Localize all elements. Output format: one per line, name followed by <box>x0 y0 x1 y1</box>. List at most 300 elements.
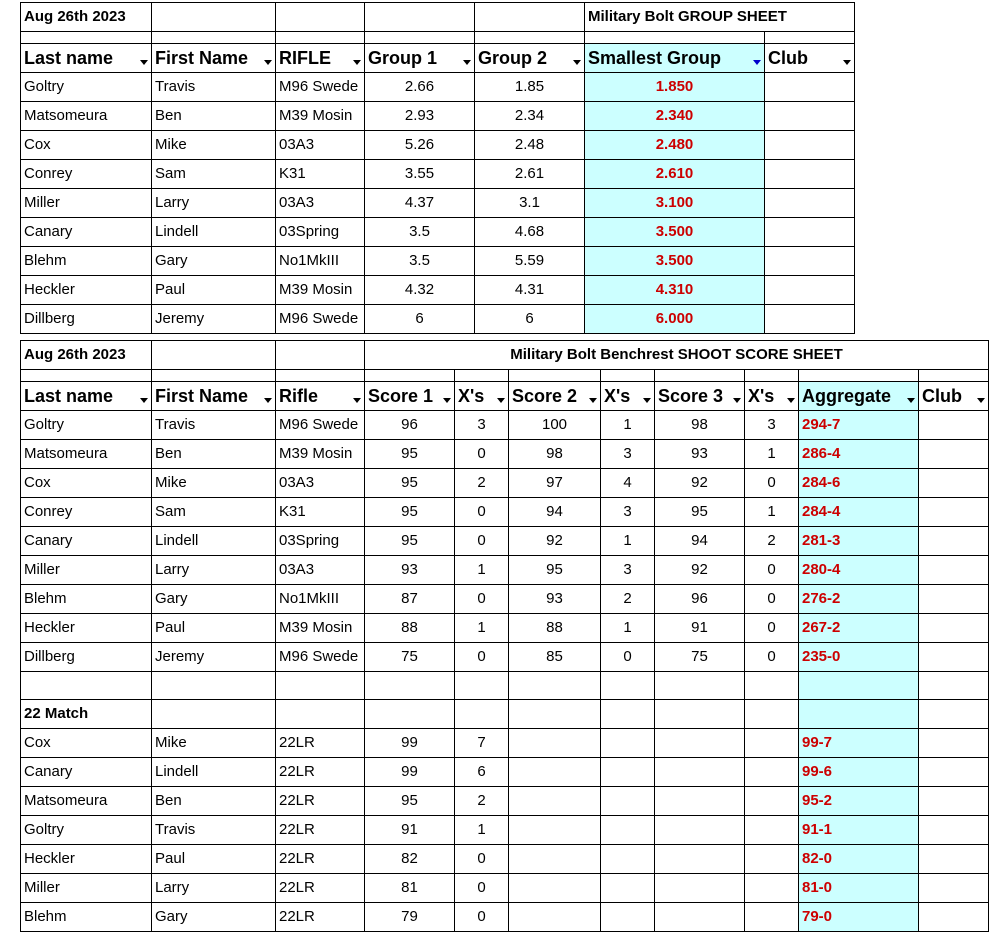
score-cell <box>919 411 989 440</box>
score-cell <box>919 614 989 643</box>
score-cell <box>601 903 655 932</box>
score-cell: 22LR <box>276 758 365 787</box>
score-cell: Heckler <box>21 614 152 643</box>
empty-cell <box>745 672 799 700</box>
group-cell <box>765 276 855 305</box>
group-cell: Lindell <box>152 218 276 247</box>
score-cell <box>745 845 799 874</box>
score-cell: 95 <box>509 556 601 585</box>
group-column-header[interactable]: Group 2 <box>475 44 585 73</box>
score-cell: 0 <box>455 903 509 932</box>
score-cell: 2 <box>455 469 509 498</box>
empty-cell <box>509 672 601 700</box>
match22-table-row <box>21 758 989 787</box>
match22-table-row <box>21 816 989 845</box>
group-cell: 6 <box>475 305 585 334</box>
score-cell <box>601 874 655 903</box>
group-title-row <box>21 3 855 32</box>
group-table-row <box>21 247 855 276</box>
score-sheet-title: Military Bolt Benchrest SHOOT SCORE SHEET <box>365 341 989 370</box>
score-cell: Sam <box>152 498 276 527</box>
group-cell: 3.5 <box>365 247 475 276</box>
score-cell: Mike <box>152 729 276 758</box>
group-cell: 4.310 <box>585 276 765 305</box>
group-cell: 2.48 <box>475 131 585 160</box>
score-cell <box>919 527 989 556</box>
score-cell: Goltry <box>21 411 152 440</box>
score-cell: 235-0 <box>799 643 919 672</box>
group-cell <box>765 102 855 131</box>
score-cell <box>919 469 989 498</box>
group-column-header[interactable]: Smallest Group <box>585 44 765 73</box>
group-cell: Miller <box>21 189 152 218</box>
score-cell: 95 <box>365 469 455 498</box>
score-cell: No1MkIII <box>276 585 365 614</box>
score-cell: 92 <box>655 556 745 585</box>
score-cell: Dillberg <box>21 643 152 672</box>
group-cell: Cox <box>21 131 152 160</box>
group-cell: 6.000 <box>585 305 765 334</box>
score-header-row <box>21 382 989 411</box>
filter-dropdown-icon[interactable] <box>353 398 361 403</box>
score-cell: Miller <box>21 874 152 903</box>
score-cell: 0 <box>455 585 509 614</box>
score-cell <box>601 845 655 874</box>
score-cell: Paul <box>152 614 276 643</box>
empty-cell <box>655 700 745 729</box>
group-cell: Conrey <box>21 160 152 189</box>
score-cell: 91 <box>365 816 455 845</box>
score-cell: 2 <box>601 585 655 614</box>
score-cell <box>509 758 601 787</box>
score-column-header[interactable]: Rifle <box>276 382 365 411</box>
group-cell: M39 Mosin <box>276 102 365 131</box>
score-table-row <box>21 440 989 469</box>
group-cell: Goltry <box>21 73 152 102</box>
filter-dropdown-icon[interactable] <box>589 398 597 403</box>
group-column-header[interactable]: Last name <box>21 44 152 73</box>
filter-dropdown-icon[interactable] <box>463 60 471 65</box>
score-cell: Cox <box>21 469 152 498</box>
group-cell: M96 Swede <box>276 305 365 334</box>
score-cell: Lindell <box>152 758 276 787</box>
score-cell: Larry <box>152 874 276 903</box>
score-cell: 95 <box>365 440 455 469</box>
empty-cell <box>21 672 152 700</box>
score-table-row <box>21 556 989 585</box>
empty-cell <box>152 700 276 729</box>
group-sheet-title: Military Bolt GROUP SHEET <box>585 3 855 32</box>
group-cell: Canary <box>21 218 152 247</box>
score-cell: 22LR <box>276 903 365 932</box>
group-sheet-date: Aug 26th 2023 <box>21 3 152 32</box>
score-cell: 91 <box>655 614 745 643</box>
score-cell: 81 <box>365 874 455 903</box>
score-cell: 3 <box>455 411 509 440</box>
match22-table-row <box>21 903 989 932</box>
score-cell: 281-3 <box>799 527 919 556</box>
group-table-row <box>21 218 855 247</box>
score-cell: 03A3 <box>276 556 365 585</box>
group-cell: 6 <box>365 305 475 334</box>
filter-dropdown-icon[interactable] <box>753 60 761 65</box>
score-cell: 284-4 <box>799 498 919 527</box>
score-cell: 99 <box>365 758 455 787</box>
score-cell <box>745 729 799 758</box>
group-cell: 4.31 <box>475 276 585 305</box>
score-column-header[interactable]: Score 3 <box>655 382 745 411</box>
score-cell: 1 <box>455 614 509 643</box>
score-cell: Ben <box>152 787 276 816</box>
group-cell: M96 Swede <box>276 73 365 102</box>
score-sheet-table <box>20 340 989 932</box>
score-cell <box>919 816 989 845</box>
score-cell: 99-7 <box>799 729 919 758</box>
match22-table-row <box>21 729 989 758</box>
group-cell: 3.100 <box>585 189 765 218</box>
group-cell <box>765 305 855 334</box>
group-cell: 3.500 <box>585 218 765 247</box>
score-cell: 2 <box>455 787 509 816</box>
score-cell: 88 <box>365 614 455 643</box>
score-cell: 22LR <box>276 729 365 758</box>
group-cell: 4.68 <box>475 218 585 247</box>
score-cell: 95 <box>365 498 455 527</box>
score-cell: 96 <box>655 585 745 614</box>
score-table-row <box>21 411 989 440</box>
score-cell <box>919 498 989 527</box>
score-cell: 3 <box>601 440 655 469</box>
score-cell: Larry <box>152 556 276 585</box>
group-table-row <box>21 305 855 334</box>
score-cell <box>509 729 601 758</box>
group-cell: 2.610 <box>585 160 765 189</box>
group-column-header[interactable]: RIFLE <box>276 44 365 73</box>
score-cell: 0 <box>745 585 799 614</box>
empty-cell <box>509 700 601 729</box>
group-sheet-table <box>20 2 855 334</box>
group-cell: 4.37 <box>365 189 475 218</box>
group-cell: Blehm <box>21 247 152 276</box>
score-cell: Jeremy <box>152 643 276 672</box>
score-cell: Lindell <box>152 527 276 556</box>
group-cell <box>765 247 855 276</box>
score-cell <box>919 874 989 903</box>
group-cell: Jeremy <box>152 305 276 334</box>
score-cell <box>509 903 601 932</box>
score-cell: 3 <box>745 411 799 440</box>
score-cell: 93 <box>509 585 601 614</box>
score-cell <box>655 874 745 903</box>
group-cell: Travis <box>152 73 276 102</box>
score-cell <box>919 729 989 758</box>
score-cell: 3 <box>601 556 655 585</box>
score-cell: 0 <box>455 527 509 556</box>
blank-row <box>21 672 989 700</box>
score-cell: Ben <box>152 440 276 469</box>
group-cell: 2.93 <box>365 102 475 131</box>
filter-dropdown-icon[interactable] <box>353 60 361 65</box>
group-cell: 2.34 <box>475 102 585 131</box>
group-cell: M39 Mosin <box>276 276 365 305</box>
score-cell <box>919 758 989 787</box>
empty-cell <box>365 700 455 729</box>
group-cell <box>765 131 855 160</box>
score-cell: 92 <box>509 527 601 556</box>
match22-table-row <box>21 874 989 903</box>
group-cell: Mike <box>152 131 276 160</box>
score-cell: 94 <box>509 498 601 527</box>
score-cell: 0 <box>455 845 509 874</box>
group-cell <box>765 218 855 247</box>
score-cell: 1 <box>601 411 655 440</box>
group-cell: Paul <box>152 276 276 305</box>
score-cell: Canary <box>21 758 152 787</box>
score-table-row <box>21 498 989 527</box>
score-cell: Gary <box>152 903 276 932</box>
group-cell <box>765 160 855 189</box>
group-cell: Sam <box>152 160 276 189</box>
group-cell: 3.55 <box>365 160 475 189</box>
filter-dropdown-icon[interactable] <box>264 60 272 65</box>
score-cell: Conrey <box>21 498 152 527</box>
group-cell: 03Spring <box>276 218 365 247</box>
score-cell: 286-4 <box>799 440 919 469</box>
score-cell: 0 <box>455 874 509 903</box>
group-cell: Gary <box>152 247 276 276</box>
score-cell: 75 <box>655 643 745 672</box>
filter-dropdown-icon[interactable] <box>733 398 741 403</box>
filter-dropdown-icon[interactable] <box>787 398 795 403</box>
filter-dropdown-icon[interactable] <box>573 60 581 65</box>
score-table-row <box>21 527 989 556</box>
filter-dropdown-icon[interactable] <box>264 398 272 403</box>
filter-dropdown-icon[interactable] <box>907 398 915 403</box>
score-cell: 97 <box>509 469 601 498</box>
group-table-row <box>21 160 855 189</box>
score-cell: 267-2 <box>799 614 919 643</box>
score-cell: 82 <box>365 845 455 874</box>
score-cell: 81-0 <box>799 874 919 903</box>
score-cell: Blehm <box>21 585 152 614</box>
group-cell: 5.59 <box>475 247 585 276</box>
group-column-header[interactable]: First Name <box>152 44 276 73</box>
group-cell: Ben <box>152 102 276 131</box>
score-cell: 98 <box>509 440 601 469</box>
score-cell: M39 Mosin <box>276 440 365 469</box>
group-cell: 5.26 <box>365 131 475 160</box>
group-table-row <box>21 102 855 131</box>
score-cell: 87 <box>365 585 455 614</box>
score-cell: Travis <box>152 816 276 845</box>
score-cell <box>655 758 745 787</box>
section-title: 22 Match <box>21 700 152 729</box>
score-cell: 284-6 <box>799 469 919 498</box>
empty-cell <box>655 672 745 700</box>
score-cell <box>601 729 655 758</box>
filter-dropdown-icon[interactable] <box>140 60 148 65</box>
section-title-row <box>21 700 989 729</box>
score-cell <box>655 903 745 932</box>
group-table-row <box>21 189 855 218</box>
score-column-header[interactable]: X's <box>601 382 655 411</box>
score-cell <box>919 556 989 585</box>
score-column-header[interactable]: Last name <box>21 382 152 411</box>
score-cell: 94 <box>655 527 745 556</box>
score-cell: M96 Swede <box>276 643 365 672</box>
group-cell: 3.1 <box>475 189 585 218</box>
score-table-row <box>21 585 989 614</box>
group-table-row <box>21 73 855 102</box>
score-column-header[interactable]: Score 1 <box>365 382 455 411</box>
score-cell: 95 <box>365 527 455 556</box>
score-cell <box>745 787 799 816</box>
score-cell: 1 <box>601 614 655 643</box>
score-cell <box>919 643 989 672</box>
empty-cell <box>276 700 365 729</box>
score-cell: 96 <box>365 411 455 440</box>
score-cell: 1 <box>455 816 509 845</box>
filter-dropdown-icon[interactable] <box>643 398 651 403</box>
score-cell: 22LR <box>276 787 365 816</box>
score-cell: 22LR <box>276 816 365 845</box>
group-cell: 03A3 <box>276 189 365 218</box>
score-cell <box>509 787 601 816</box>
score-cell <box>509 845 601 874</box>
score-cell: 0 <box>745 614 799 643</box>
score-cell: 03A3 <box>276 469 365 498</box>
score-cell: 2 <box>745 527 799 556</box>
empty-cell <box>601 700 655 729</box>
score-cell: 95 <box>655 498 745 527</box>
score-cell: Canary <box>21 527 152 556</box>
score-cell <box>745 758 799 787</box>
score-cell: 91-1 <box>799 816 919 845</box>
group-cell: 2.480 <box>585 131 765 160</box>
empty-cell <box>799 672 919 700</box>
score-cell <box>655 816 745 845</box>
score-cell <box>509 874 601 903</box>
score-cell <box>919 440 989 469</box>
score-table-row <box>21 469 989 498</box>
filter-dropdown-icon[interactable] <box>443 398 451 403</box>
group-cell: Larry <box>152 189 276 218</box>
group-cell: 1.850 <box>585 73 765 102</box>
score-cell: 88 <box>509 614 601 643</box>
score-cell: 1 <box>745 498 799 527</box>
score-cell: 0 <box>455 498 509 527</box>
score-column-header[interactable]: Score 2 <box>509 382 601 411</box>
group-column-header[interactable]: Club <box>765 44 855 73</box>
score-cell: 85 <box>509 643 601 672</box>
score-sheet-date: Aug 26th 2023 <box>21 341 152 370</box>
score-column-header[interactable]: X's <box>455 382 509 411</box>
group-column-header[interactable]: Group 1 <box>365 44 475 73</box>
group-table-row <box>21 276 855 305</box>
match22-table-row <box>21 845 989 874</box>
group-header-row <box>21 44 855 73</box>
score-cell: 93 <box>655 440 745 469</box>
group-cell: Heckler <box>21 276 152 305</box>
score-cell: 280-4 <box>799 556 919 585</box>
score-cell: 3 <box>601 498 655 527</box>
score-cell <box>601 816 655 845</box>
score-cell: 92 <box>655 469 745 498</box>
score-cell <box>745 874 799 903</box>
score-cell: Matsomeura <box>21 787 152 816</box>
group-cell: 3.5 <box>365 218 475 247</box>
score-cell: 0 <box>601 643 655 672</box>
score-column-header[interactable]: Club <box>919 382 989 411</box>
score-cell: Mike <box>152 469 276 498</box>
score-cell <box>919 787 989 816</box>
score-cell: 0 <box>745 556 799 585</box>
score-cell <box>919 845 989 874</box>
filter-dropdown-icon[interactable] <box>843 60 851 65</box>
score-cell: 93 <box>365 556 455 585</box>
score-cell: 100 <box>509 411 601 440</box>
group-cell: Matsomeura <box>21 102 152 131</box>
score-cell: M96 Swede <box>276 411 365 440</box>
score-cell: Heckler <box>21 845 152 874</box>
group-cell: No1MkIII <box>276 247 365 276</box>
filter-dropdown-icon[interactable] <box>977 398 985 403</box>
score-cell: Paul <box>152 845 276 874</box>
empty-cell <box>455 700 509 729</box>
score-cell: 1 <box>455 556 509 585</box>
group-cell: 2.66 <box>365 73 475 102</box>
group-cell: 03A3 <box>276 131 365 160</box>
empty-cell <box>601 672 655 700</box>
group-cell: 2.340 <box>585 102 765 131</box>
score-cell <box>745 903 799 932</box>
filter-dropdown-icon[interactable] <box>140 398 148 403</box>
score-cell: 98 <box>655 411 745 440</box>
score-cell: 99-6 <box>799 758 919 787</box>
score-cell <box>655 845 745 874</box>
score-cell <box>919 585 989 614</box>
score-cell: 1 <box>745 440 799 469</box>
score-cell: Miller <box>21 556 152 585</box>
score-cell <box>655 787 745 816</box>
score-cell: 95-2 <box>799 787 919 816</box>
score-cell: 0 <box>455 440 509 469</box>
score-cell <box>745 816 799 845</box>
score-column-header[interactable]: X's <box>745 382 799 411</box>
filter-dropdown-icon[interactable] <box>497 398 505 403</box>
empty-cell <box>152 672 276 700</box>
score-column-header[interactable]: First Name <box>152 382 276 411</box>
score-cell: Travis <box>152 411 276 440</box>
score-cell <box>919 903 989 932</box>
group-cell <box>765 73 855 102</box>
score-cell: 0 <box>455 643 509 672</box>
score-cell: 99 <box>365 729 455 758</box>
score-cell: 6 <box>455 758 509 787</box>
score-cell: M39 Mosin <box>276 614 365 643</box>
score-cell: Matsomeura <box>21 440 152 469</box>
score-cell: 79 <box>365 903 455 932</box>
score-cell: 0 <box>745 469 799 498</box>
score-cell: 95 <box>365 787 455 816</box>
group-cell: 2.61 <box>475 160 585 189</box>
score-cell: 79-0 <box>799 903 919 932</box>
score-cell: 03Spring <box>276 527 365 556</box>
score-column-header[interactable]: Aggregate <box>799 382 919 411</box>
group-cell: 4.32 <box>365 276 475 305</box>
score-cell <box>601 758 655 787</box>
score-cell: Blehm <box>21 903 152 932</box>
